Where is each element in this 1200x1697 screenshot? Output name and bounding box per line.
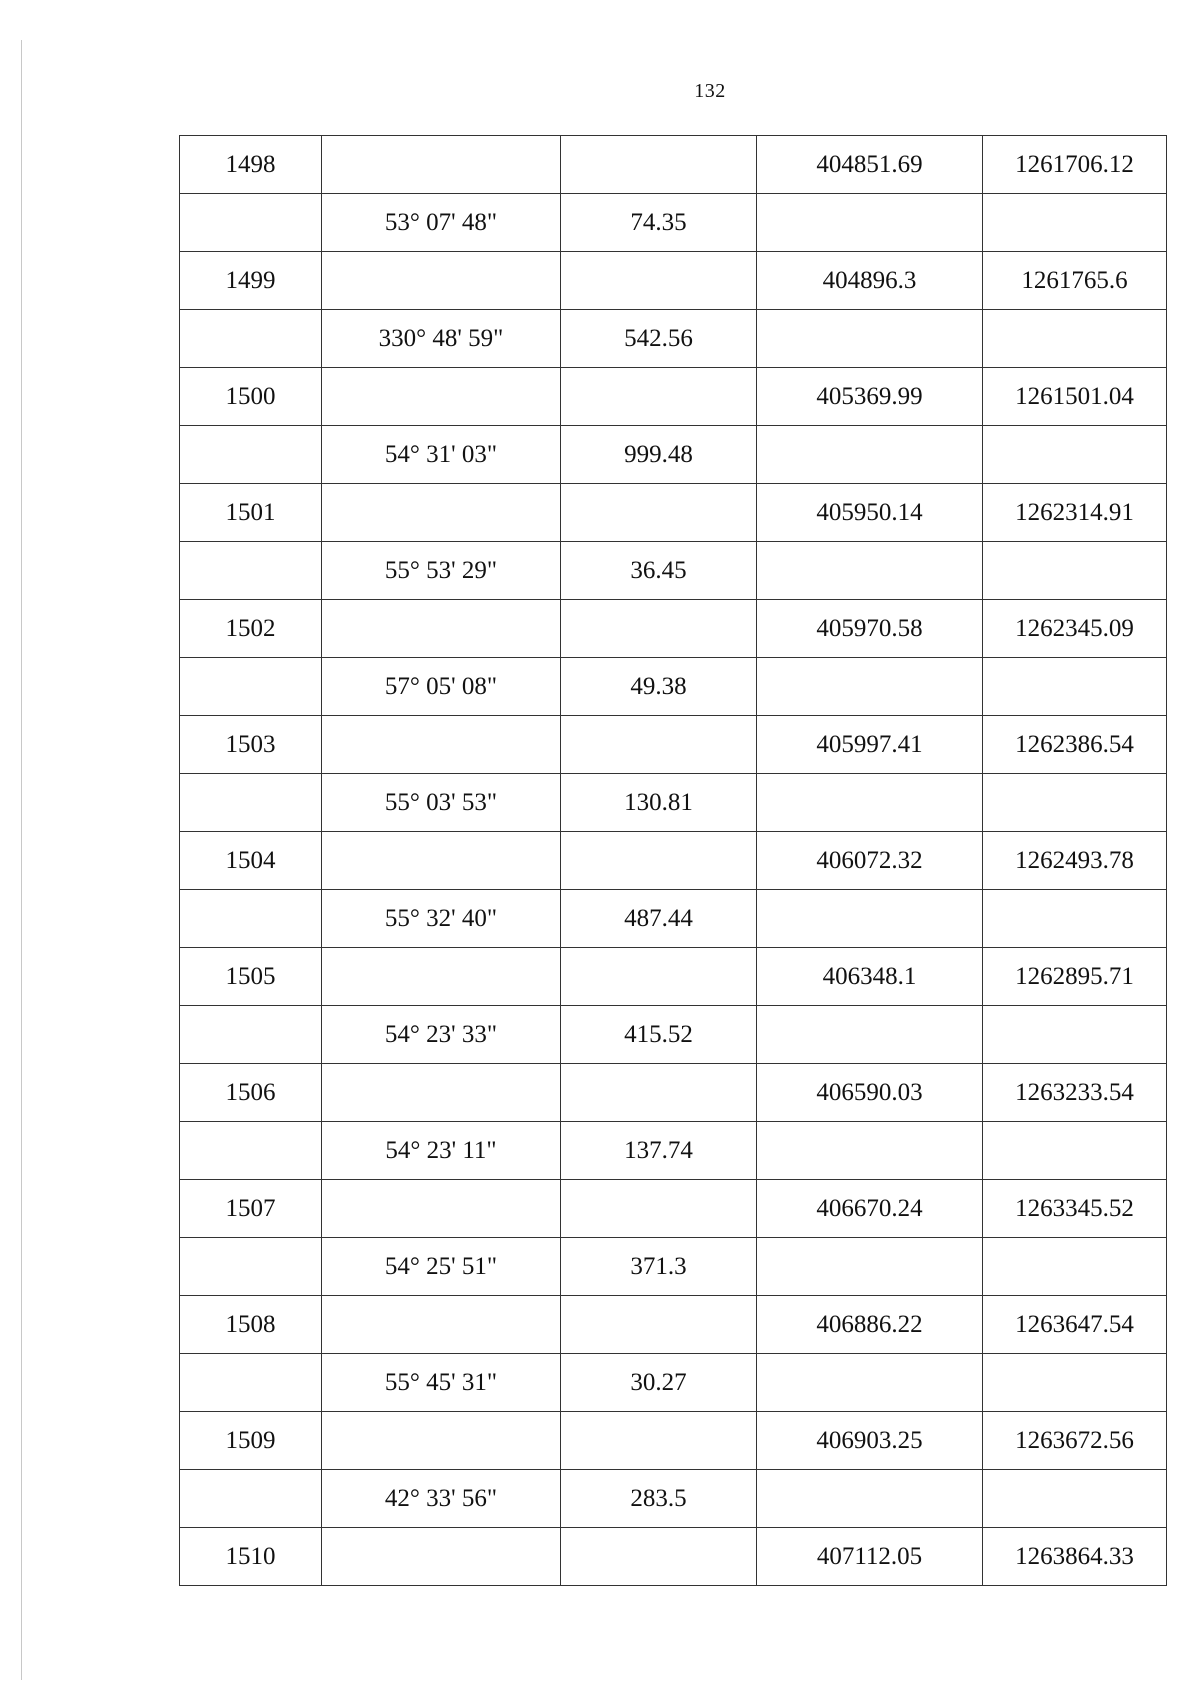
scan-edge-line <box>21 40 22 1680</box>
bearing-cell: 42° 33' 56" <box>322 1470 561 1528</box>
bearing-cell <box>322 716 561 774</box>
station-cell: 1505 <box>180 948 322 1006</box>
station-cell: 1506 <box>180 1064 322 1122</box>
distance-cell: 999.48 <box>561 426 757 484</box>
traverse-row <box>180 310 1167 368</box>
northing-cell <box>757 658 983 716</box>
station-cell: 1507 <box>180 1180 322 1238</box>
easting-cell: 1263672.56 <box>983 1412 1167 1470</box>
easting-cell <box>983 1006 1167 1064</box>
easting-cell <box>983 1354 1167 1412</box>
station-row <box>180 252 1167 310</box>
easting-cell: 1263345.52 <box>983 1180 1167 1238</box>
station-row <box>180 832 1167 890</box>
distance-cell <box>561 136 757 194</box>
easting-cell <box>983 1122 1167 1180</box>
northing-cell: 405970.58 <box>757 600 983 658</box>
station-cell: 1509 <box>180 1412 322 1470</box>
distance-cell: 30.27 <box>561 1354 757 1412</box>
traverse-row <box>180 194 1167 252</box>
traverse-row <box>180 1006 1167 1064</box>
station-row <box>180 948 1167 1006</box>
station-cell: 1501 <box>180 484 322 542</box>
northing-cell: 406348.1 <box>757 948 983 1006</box>
bearing-cell <box>322 368 561 426</box>
station-cell: 1510 <box>180 1528 322 1586</box>
northing-cell: 406590.03 <box>757 1064 983 1122</box>
northing-cell: 404851.69 <box>757 136 983 194</box>
bearing-cell: 54° 23' 11" <box>322 1122 561 1180</box>
easting-cell: 1261765.6 <box>983 252 1167 310</box>
northing-cell <box>757 1470 983 1528</box>
bearing-cell <box>322 1064 561 1122</box>
northing-cell <box>757 1354 983 1412</box>
easting-cell: 1261501.04 <box>983 368 1167 426</box>
easting-cell <box>983 1470 1167 1528</box>
bearing-cell: 53° 07' 48" <box>322 194 561 252</box>
station-cell <box>180 1354 322 1412</box>
easting-cell <box>983 1238 1167 1296</box>
bearing-cell <box>322 252 561 310</box>
easting-cell <box>983 194 1167 252</box>
bearing-cell <box>322 832 561 890</box>
northing-cell: 404896.3 <box>757 252 983 310</box>
northing-cell <box>757 774 983 832</box>
distance-cell <box>561 368 757 426</box>
station-cell <box>180 426 322 484</box>
distance-cell: 415.52 <box>561 1006 757 1064</box>
easting-cell <box>983 890 1167 948</box>
distance-cell <box>561 1064 757 1122</box>
distance-cell: 283.5 <box>561 1470 757 1528</box>
northing-cell <box>757 1006 983 1064</box>
survey-coordinates-table <box>179 135 1167 1586</box>
northing-cell: 406670.24 <box>757 1180 983 1238</box>
distance-cell: 74.35 <box>561 194 757 252</box>
station-cell <box>180 1470 322 1528</box>
traverse-row <box>180 658 1167 716</box>
bearing-cell: 330° 48' 59" <box>322 310 561 368</box>
station-row <box>180 1180 1167 1238</box>
station-cell <box>180 310 322 368</box>
bearing-cell <box>322 136 561 194</box>
traverse-row <box>180 890 1167 948</box>
bearing-cell: 57° 05' 08" <box>322 658 561 716</box>
station-cell: 1503 <box>180 716 322 774</box>
station-cell: 1500 <box>180 368 322 426</box>
bearing-cell <box>322 1528 561 1586</box>
distance-cell: 487.44 <box>561 890 757 948</box>
northing-cell <box>757 1238 983 1296</box>
easting-cell: 1263647.54 <box>983 1296 1167 1354</box>
northing-cell: 405369.99 <box>757 368 983 426</box>
easting-cell: 1262314.91 <box>983 484 1167 542</box>
distance-cell: 36.45 <box>561 542 757 600</box>
distance-cell <box>561 1180 757 1238</box>
bearing-cell <box>322 1180 561 1238</box>
station-row <box>180 1528 1167 1586</box>
station-cell: 1508 <box>180 1296 322 1354</box>
station-cell: 1499 <box>180 252 322 310</box>
northing-cell <box>757 426 983 484</box>
distance-cell <box>561 1296 757 1354</box>
easting-cell: 1262345.09 <box>983 600 1167 658</box>
bearing-cell <box>322 600 561 658</box>
easting-cell: 1262493.78 <box>983 832 1167 890</box>
bearing-cell: 55° 53' 29" <box>322 542 561 600</box>
distance-cell: 49.38 <box>561 658 757 716</box>
northing-cell: 406886.22 <box>757 1296 983 1354</box>
distance-cell <box>561 1412 757 1470</box>
bearing-cell: 55° 45' 31" <box>322 1354 561 1412</box>
station-cell: 1502 <box>180 600 322 658</box>
easting-cell <box>983 310 1167 368</box>
station-cell: 1504 <box>180 832 322 890</box>
traverse-row <box>180 774 1167 832</box>
station-row <box>180 368 1167 426</box>
northing-cell: 406072.32 <box>757 832 983 890</box>
station-cell <box>180 658 322 716</box>
distance-cell: 137.74 <box>561 1122 757 1180</box>
easting-cell: 1262386.54 <box>983 716 1167 774</box>
easting-cell: 1261706.12 <box>983 136 1167 194</box>
northing-cell <box>757 542 983 600</box>
traverse-row <box>180 1238 1167 1296</box>
distance-cell: 542.56 <box>561 310 757 368</box>
bearing-cell: 55° 03' 53" <box>322 774 561 832</box>
northing-cell <box>757 890 983 948</box>
bearing-cell: 54° 25' 51" <box>322 1238 561 1296</box>
station-cell <box>180 774 322 832</box>
distance-cell <box>561 252 757 310</box>
bearing-cell: 54° 31' 03" <box>322 426 561 484</box>
station-row <box>180 484 1167 542</box>
easting-cell <box>983 426 1167 484</box>
traverse-row <box>180 1470 1167 1528</box>
station-cell <box>180 890 322 948</box>
station-row <box>180 1064 1167 1122</box>
station-cell <box>180 1006 322 1064</box>
distance-cell: 130.81 <box>561 774 757 832</box>
northing-cell <box>757 194 983 252</box>
northing-cell: 405997.41 <box>757 716 983 774</box>
distance-cell <box>561 716 757 774</box>
station-row <box>180 716 1167 774</box>
distance-cell <box>561 600 757 658</box>
northing-cell <box>757 310 983 368</box>
easting-cell <box>983 658 1167 716</box>
northing-cell: 406903.25 <box>757 1412 983 1470</box>
station-cell <box>180 1122 322 1180</box>
northing-cell: 407112.05 <box>757 1528 983 1586</box>
station-row <box>180 136 1167 194</box>
bearing-cell <box>322 1296 561 1354</box>
traverse-row <box>180 426 1167 484</box>
easting-cell <box>983 774 1167 832</box>
station-cell <box>180 542 322 600</box>
easting-cell: 1263864.33 <box>983 1528 1167 1586</box>
bearing-cell <box>322 1412 561 1470</box>
station-cell: 1498 <box>180 136 322 194</box>
bearing-cell: 55° 32' 40" <box>322 890 561 948</box>
distance-cell <box>561 832 757 890</box>
station-row <box>180 1296 1167 1354</box>
easting-cell: 1263233.54 <box>983 1064 1167 1122</box>
northing-cell: 405950.14 <box>757 484 983 542</box>
distance-cell <box>561 484 757 542</box>
survey-table-body <box>180 136 1167 1586</box>
bearing-cell <box>322 484 561 542</box>
page-number: 132 <box>694 80 726 102</box>
easting-cell: 1262895.71 <box>983 948 1167 1006</box>
traverse-row <box>180 1354 1167 1412</box>
station-cell <box>180 1238 322 1296</box>
easting-cell <box>983 542 1167 600</box>
traverse-row <box>180 542 1167 600</box>
station-row <box>180 1412 1167 1470</box>
bearing-cell <box>322 948 561 1006</box>
distance-cell <box>561 948 757 1006</box>
distance-cell: 371.3 <box>561 1238 757 1296</box>
bearing-cell: 54° 23' 33" <box>322 1006 561 1064</box>
station-row <box>180 600 1167 658</box>
distance-cell <box>561 1528 757 1586</box>
traverse-row <box>180 1122 1167 1180</box>
station-cell <box>180 194 322 252</box>
northing-cell <box>757 1122 983 1180</box>
